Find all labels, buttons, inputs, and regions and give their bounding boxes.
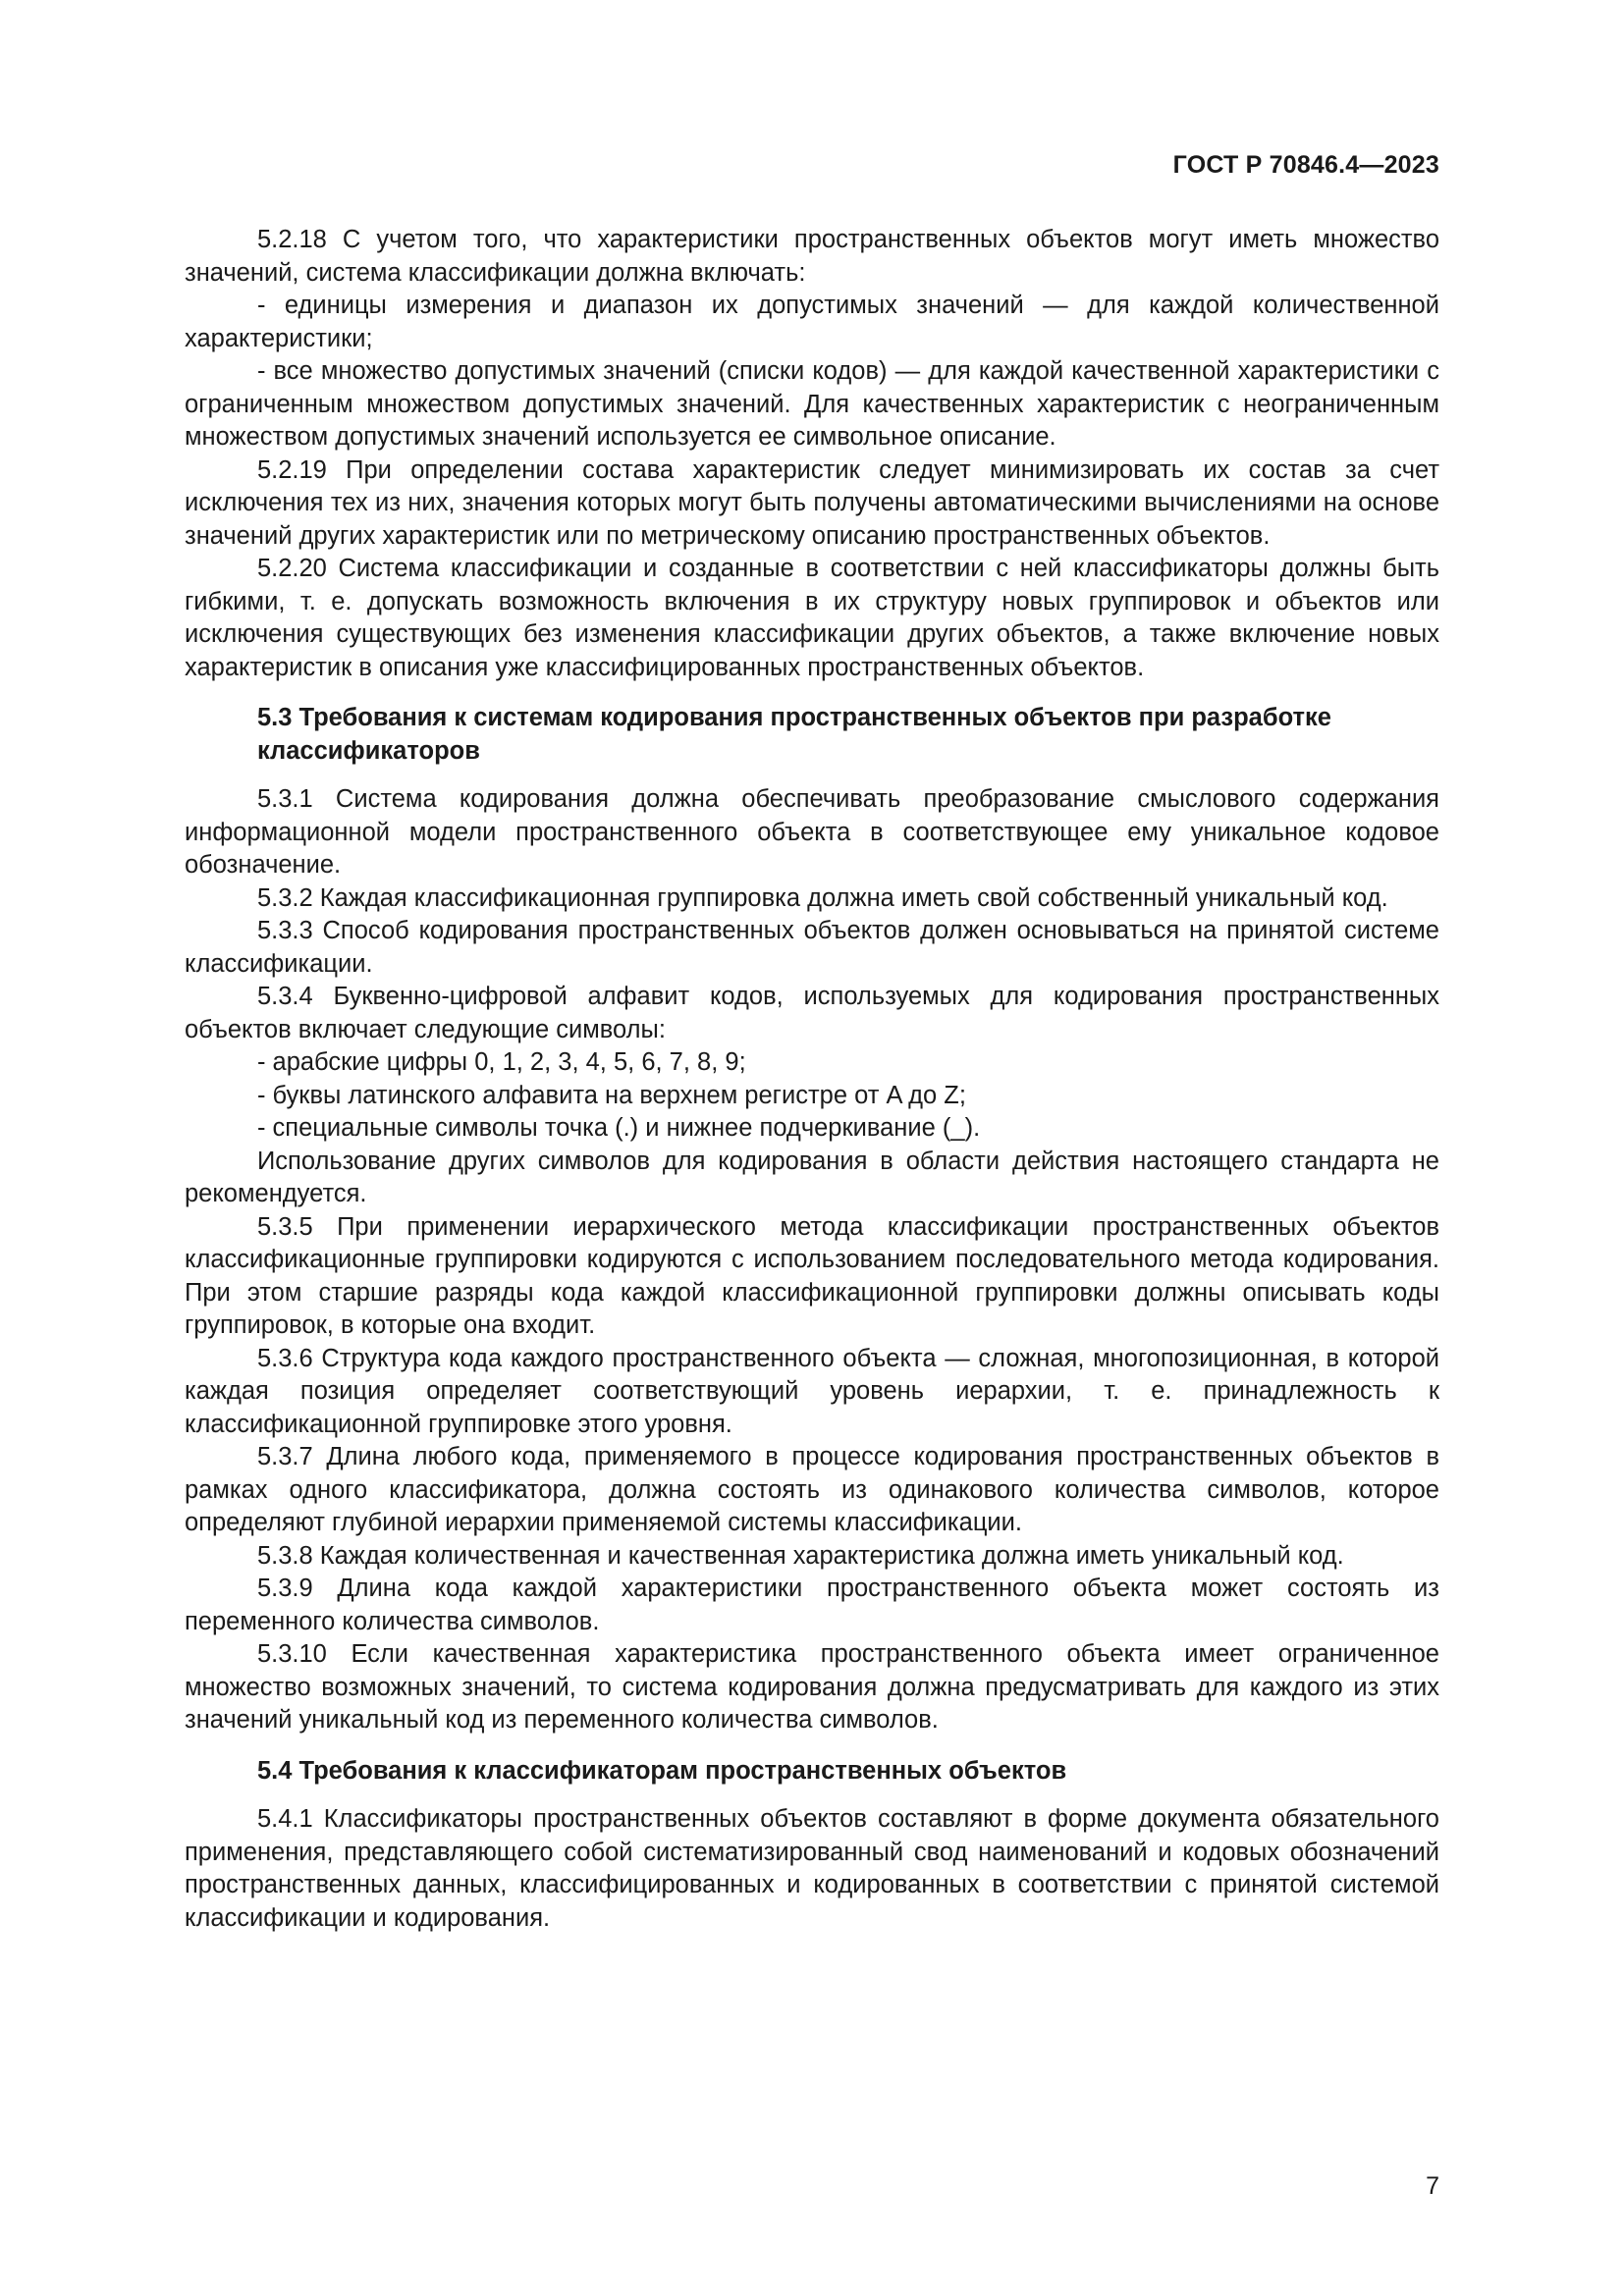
clause-5-3-6: 5.3.6 Структура кода каждого пространственного объекта — сложная, многопозиционная, в которой каждая позиция определяет соответствующий уровень иерархии, т. е. принадлежность к классификационной группировке этого уровня. xyxy=(185,1344,1439,1438)
clause-5-3-4-note: Использование других символов для кодирования в области действия настоящего стандарта не рекомендуется. xyxy=(185,1147,1439,1207)
list-item-latin: - буквы латинского алфавита на верхнем регистре от A до Z; xyxy=(256,1081,966,1109)
clause-5-3-2: 5.3.2 Каждая классификационная группировка должна иметь свой собственный уникальный код. xyxy=(256,883,1388,912)
clause-5-3-5: 5.3.5 При применении иерархического метода классификации пространственных объектов классификационные группировки кодируются с использованием последовательного метода кодирования. При этом старшие разряды кода каждой классификационной группировки должны описывать коды группировок, в которые она входит. xyxy=(185,1212,1439,1339)
document-code: ГОСТ Р 70846.4—2023 xyxy=(1172,151,1439,179)
clause-5-3-10: 5.3.10 Если качественная характеристика пространственного объекта имеет ограниченное множество возможных значений, то система кодирования должна предусматривать для каждого из этих значений уникальный код из переменного количества символов. xyxy=(185,1640,1439,1734)
clause-5-3-1: 5.3.1 Система кодирования должна обеспечивать преобразование смыслового содержания информационной модели пространственного объекта в соответствующее ему уникальное кодовое обозначение. xyxy=(185,785,1439,879)
clause-5-3-4: 5.3.4 Буквенно-цифровой алфавит кодов, используемых для кодирования пространственных объектов включает следующие символы: xyxy=(185,983,1439,1043)
section-heading-5-3: 5.3 Требования к системам кодирования пространственных объектов при разработке классификаторов xyxy=(256,704,1331,765)
clause-5-2-18: 5.2.18 С учетом того, что характеристики пространственных объектов могут иметь множество значений, система классификации должна включать: xyxy=(185,226,1439,287)
clause-5-3-9: 5.3.9 Длина кода каждой характеристики пространственного объекта может состоять из переменного количества символов. xyxy=(185,1575,1439,1635)
section-heading-5-4: 5.4 Требования к классификаторам пространственных объектов xyxy=(256,1756,1067,1785)
clause-5-2-19: 5.2.19 При определении состава характеристик следует минимизировать их состав за счет исключения тех из них, значения которых могут быть получены автоматическими вычислениями на основе значений других характеристик или по метрическому описанию пространственных объектов. xyxy=(185,455,1439,550)
list-item-special: - специальные символы точка (.) и нижнее подчеркивание (_). xyxy=(256,1114,981,1142)
clause-5-4-1: 5.4.1 Классификаторы пространственных объектов составляют в форме документа обязательного применения, представляющего собой систематизированный свод наименований и кодовых обозначений пространственных данных, классифицированных и кодированных в соответствии с принятой системой классификации и кодирования. xyxy=(185,1805,1439,1932)
clause-5-3-8: 5.3.8 Каждая количественная и качественная характеристика должна иметь уникальный код. xyxy=(256,1541,1344,1570)
clause-5-3-3: 5.3.3 Способ кодирования пространственных объектов должен основываться на принятой системе классификации. xyxy=(185,917,1439,978)
page-number: 7 xyxy=(1426,2172,1439,2200)
list-item-digits: - арабские цифры 0, 1, 2, 3, 4, 5, 6, 7, 8, 9; xyxy=(256,1048,746,1076)
list-item-code-lists: - все множество допустимых значений (списки кодов) — для каждой качественной характеристики с ограниченным множеством допустимых значений. Для качественных характеристик с неограниченным множеством допустимых значений используется ее символьное описание. xyxy=(185,357,1439,451)
list-item-units: - единицы измерения и диапазон их допустимых значений — для каждой количественной характеристики; xyxy=(185,292,1439,352)
clause-5-3-7: 5.3.7 Длина любого кода, применяемого в процессе кодирования пространственных объектов в рамках одного классификатора, должна состоять из одинакового количества символов, которое определяют глубиной иерархии применяемой системы классификации. xyxy=(185,1443,1439,1536)
clause-5-2-20: 5.2.20 Система классификации и созданные в соответствии с ней классификаторы должны быть гибкими, т. е. допускать возможность включения в их структуру новых группировок и объектов или исключения существующих без изменения классификации других объектов, а также включение новых характеристик в описания уже классифицированных пространственных объектов. xyxy=(185,555,1439,681)
document-body xyxy=(185,224,1439,1935)
